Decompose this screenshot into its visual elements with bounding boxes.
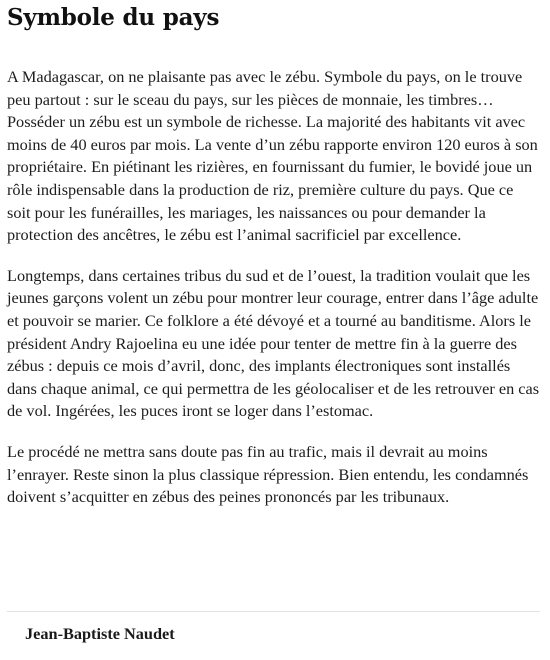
- article-paragraph-3: Le procédé ne mettra sans doute pas fin au trafic, mais il devrait au moins l’enrayer. Reste sinon la plus classique répression. Bien entendu, les condamnés doivent s’acquitter en zébus des peines prononcés par les tribunaux.: [7, 441, 529, 507]
- article-title: Symbole du pays: [7, 4, 220, 31]
- article-author: Jean-Baptiste Naudet: [25, 624, 175, 643]
- article-paragraph-2: Longtemps, dans certaines tribus du sud et de l’ouest, la tradition voulait que les jeunes garçons volent un zébu pour montrer leur courage, entrer dans l’âge adulte et pouvoir se marier. Ce folklore a été dévoyé et a tourné au banditisme. Alors le président Andry Rajoelina eu une idée pour tenter de mettre fin à la guerre des zébus : depuis ce mois d’avril, donc, des implants électroniques sont installés dans chaque animal, ce qui permettra de les géolocaliser et de les retrouver en cas de vol. Ingérées, les puces iront se loger dans l’estomac.: [7, 265, 540, 421]
- article-body: [7, 66, 540, 509]
- article-paragraph-1: A Madagascar, on ne plaisante pas avec le zébu. Symbole du pays, on le trouve peu partout : sur le sceau du pays, sur les pièces de monnaie, les timbres… Posséder un zébu est un symbole de richesse. La majorité des habitants vit avec moins de 40 euros par mois. La vente d’un zébu rapporte environ 120 euros à son propriétaire. En piétinant les rizières, en fournissant du fumier, le bovidé joue un rôle indispensable dans la production de riz, première culture du pays. Que ce soit pour les funérailles, les mariages, les naissances ou pour demander la protection des ancêtres, le zébu est l’animal sacrificiel par excellence.: [7, 67, 538, 245]
- author-divider: [7, 611, 540, 612]
